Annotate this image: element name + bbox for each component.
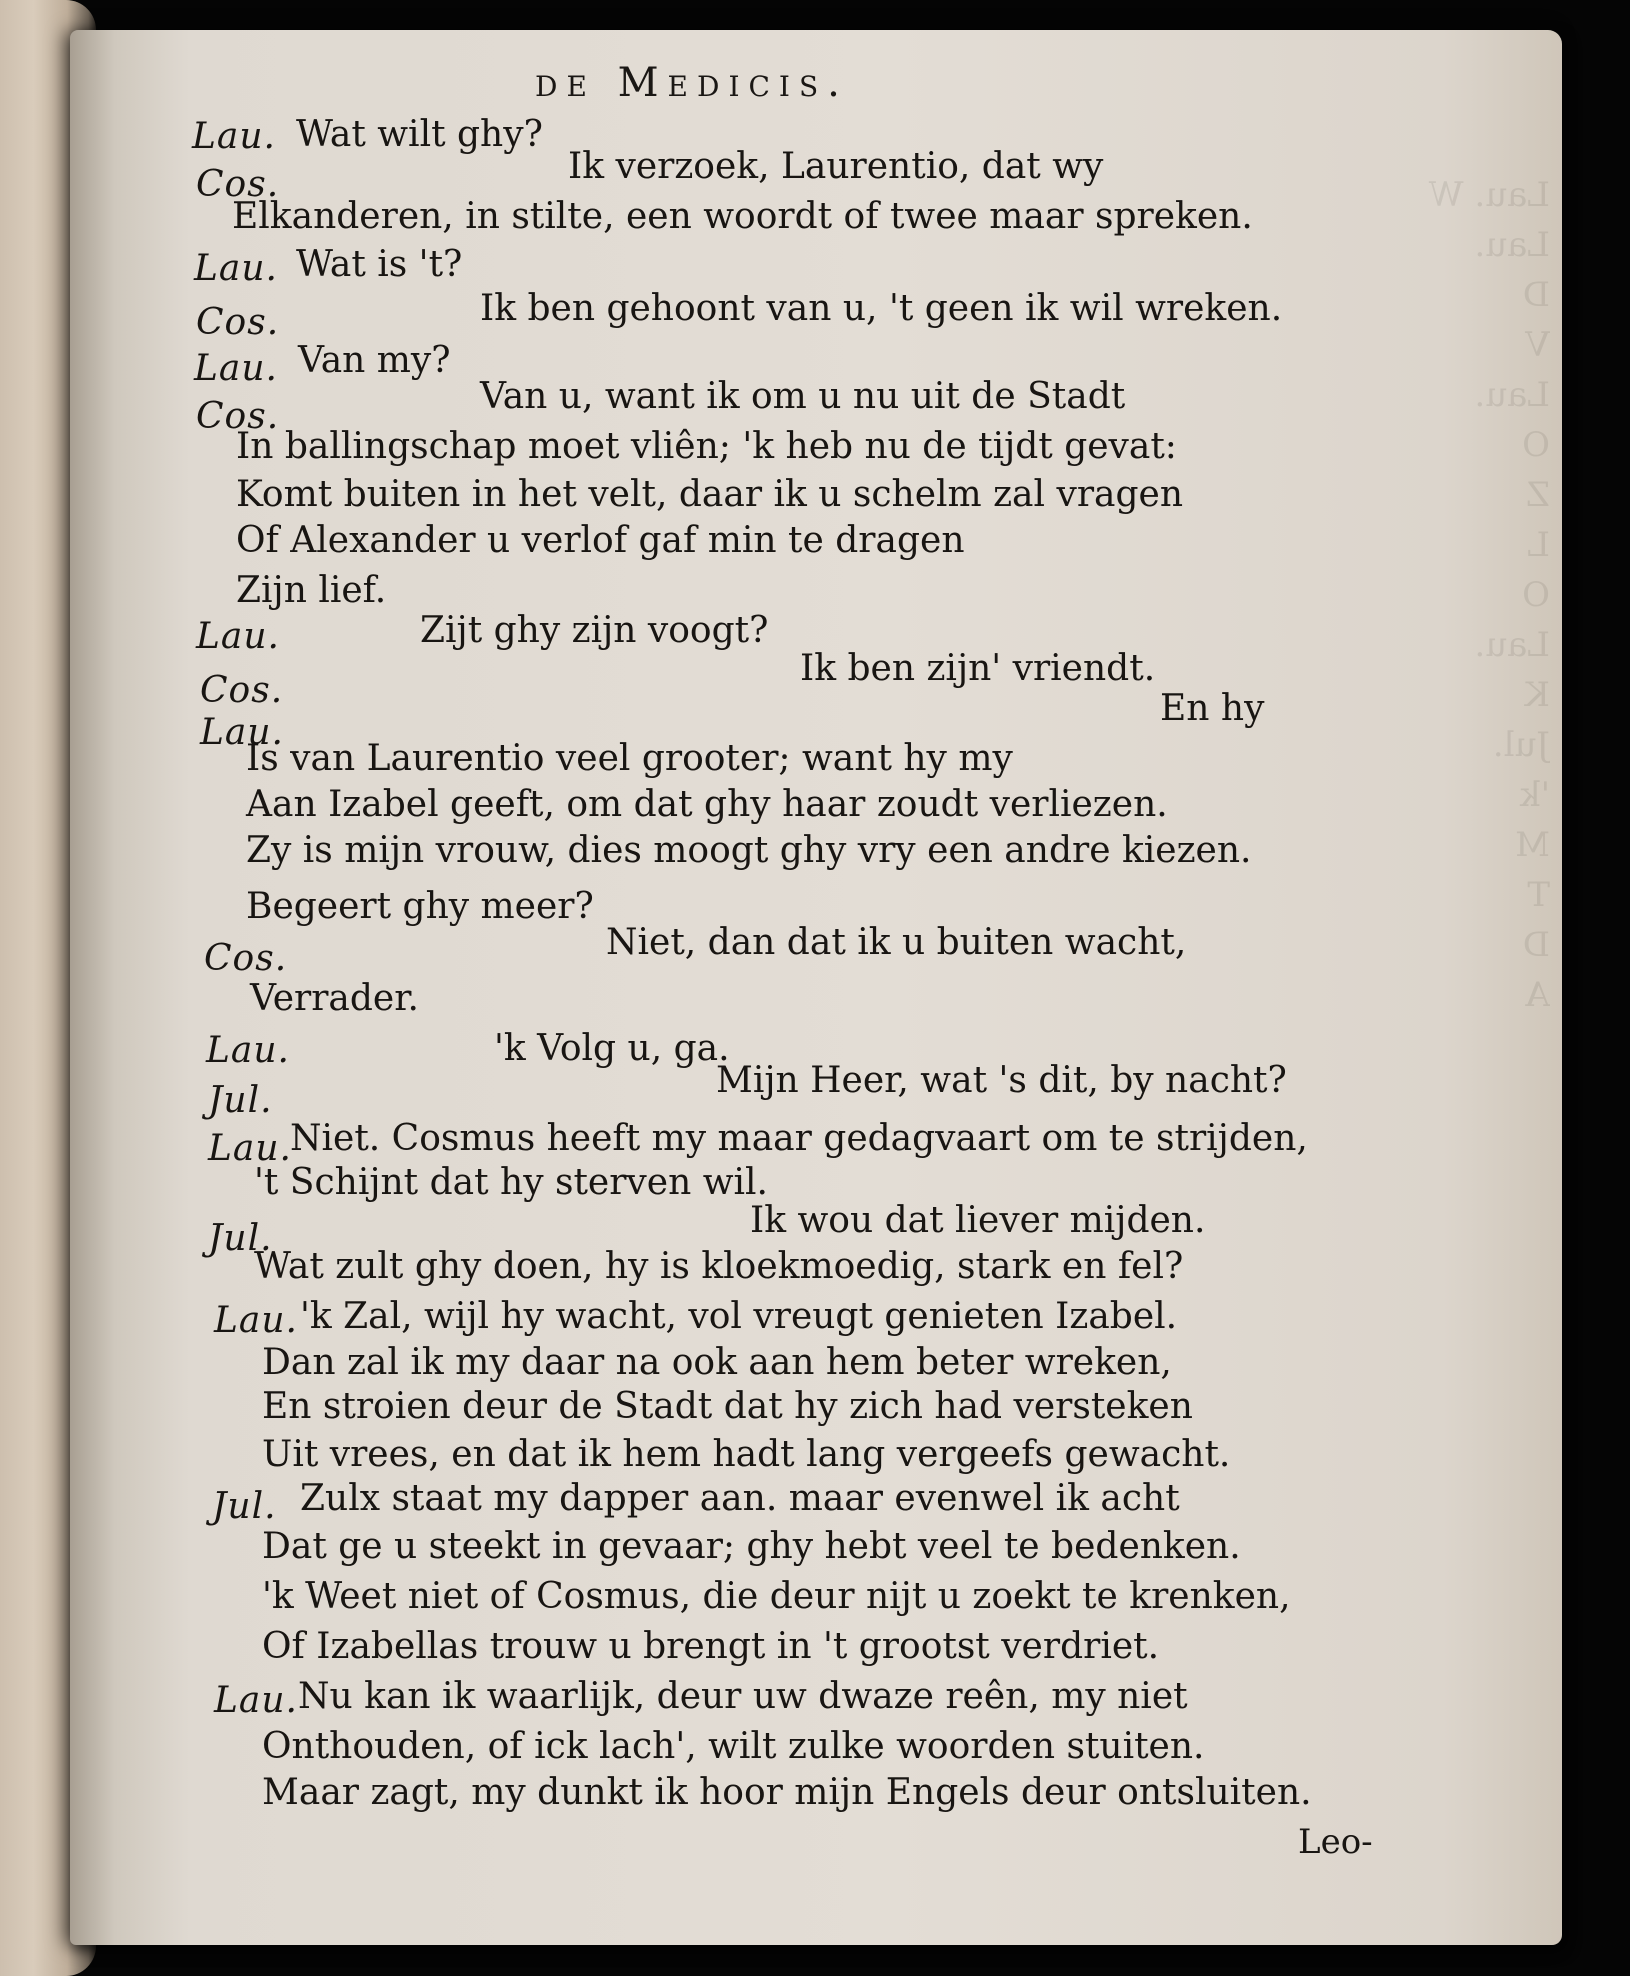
bleed-through-text: Lau. W Lau. D V Lau. O Z L O Lau. K Jul. 'k M T D A — [1428, 175, 1550, 1015]
verse-line: Maar zagt, my dunkt ik hoor mijn Engels deur ontsluiten. — [262, 1772, 1312, 1813]
speaker-label: Lau. — [214, 1300, 298, 1341]
verse-line: Niet, dan dat ik u buiten wacht, — [606, 922, 1187, 963]
speaker-label: Lau. — [208, 1128, 292, 1169]
speaker-label: Jul. — [208, 1218, 273, 1259]
verse-line: Niet. Cosmus heeft my maar gedagvaart om te strijden, — [290, 1118, 1308, 1159]
verse-line: Zijn lief. — [236, 570, 387, 611]
speaker-label: Jul. — [212, 1486, 277, 1527]
verse-line: Of Izabellas trouw u brengt in 't grootst verdriet. — [262, 1626, 1160, 1667]
verse-line: Of Alexander u verlof gaf min te dragen — [236, 520, 965, 561]
speaker-label: Lau. — [200, 712, 284, 753]
speaker-label: Lau. — [194, 348, 278, 389]
verse-line: 't Schijnt dat hy sterven wil. — [254, 1162, 768, 1203]
verse-line: Zijt ghy zijn voogt? — [420, 610, 769, 651]
speaker-label: Cos. — [196, 164, 280, 205]
verse-line: Wat zult ghy doen, hy is kloekmoedig, stark en fel? — [254, 1246, 1184, 1287]
verse-line: Dan zal ik my daar na ook aan hem beter wreken, — [262, 1342, 1172, 1383]
verse-line: En hy — [1160, 688, 1265, 729]
verse-line: 'k Volg u, ga. — [494, 1028, 730, 1069]
verse-line: Uit vrees, en dat ik hem hadt lang vergeefs gewacht. — [262, 1434, 1231, 1475]
speaker-label: Cos. — [196, 396, 280, 437]
verse-line: Wat wilt ghy? — [296, 114, 543, 155]
speaker-label: Cos. — [204, 938, 288, 979]
verse-line: Elkanderen, in stilte, een woordt of twee maar spreken. — [232, 196, 1253, 237]
verse-line: Nu kan ik waarlijk, deur uw dwaze reên, my niet — [298, 1676, 1188, 1717]
speaker-label: Lau. — [194, 248, 278, 289]
verse-line: Komt buiten in het velt, daar ik u schelm zal vragen — [236, 474, 1184, 515]
verse-line: Ik ben gehoont van u, 't geen ik wil wreken. — [480, 288, 1283, 329]
catchword: Leo- — [1298, 1822, 1373, 1862]
verse-line: 'k Weet niet of Cosmus, die deur nijt u zoekt te krenken, — [262, 1576, 1291, 1617]
speaker-label: Cos. — [196, 302, 280, 343]
verse-line: Zy is mijn vrouw, dies moogt ghy vry een andre kiezen. — [246, 830, 1252, 871]
verse-line: En stroien deur de Stadt dat hy zich had versteken — [262, 1386, 1193, 1427]
verse-line: Van my? — [298, 340, 451, 381]
speaker-label: Lau. — [214, 1680, 298, 1721]
verse-line: Aan Izabel geeft, om dat ghy haar zoudt verliezen. — [246, 784, 1168, 825]
verse-line: Van u, want ik om u nu uit de Stadt — [480, 376, 1126, 417]
verse-line: In ballingschap moet vliên; 'k heb nu de tijdt gevat: — [236, 426, 1177, 467]
verse-line: Ik wou dat liever mijden. — [750, 1200, 1206, 1241]
speaker-label: Cos. — [200, 670, 284, 711]
verse-line: Mijn Heer, wat 's dit, by nacht? — [716, 1060, 1287, 1101]
verse-line: Ik ben zijn' vriendt. — [800, 648, 1156, 689]
speaker-label: Lau. — [192, 116, 276, 157]
speaker-label: Lau. — [206, 1030, 290, 1071]
speaker-label: Jul. — [208, 1080, 273, 1121]
verse-line: Ik verzoek, Laurentio, dat wy — [568, 146, 1104, 187]
verse-line: Wat is 't? — [296, 244, 463, 285]
verse-line: Zulx staat my dapper aan. maar evenwel ik acht — [300, 1478, 1180, 1519]
verse-line: Onthouden, of ick lach', wilt zulke woorden stuiten. — [262, 1726, 1205, 1767]
verse-line: 'k Zal, wijl hy wacht, vol vreugt genieten Izabel. — [300, 1296, 1178, 1337]
verse-line: Verrader. — [250, 978, 419, 1019]
running-head: de Medicis. — [535, 60, 849, 106]
verse-line: Begeert ghy meer? — [246, 886, 594, 927]
speaker-label: Lau. — [196, 616, 280, 657]
verse-line: Dat ge u steekt in gevaar; ghy hebt veel te bedenken. — [262, 1526, 1241, 1567]
verse-line: Is van Laurentio veel grooter; want hy my — [246, 738, 1013, 779]
